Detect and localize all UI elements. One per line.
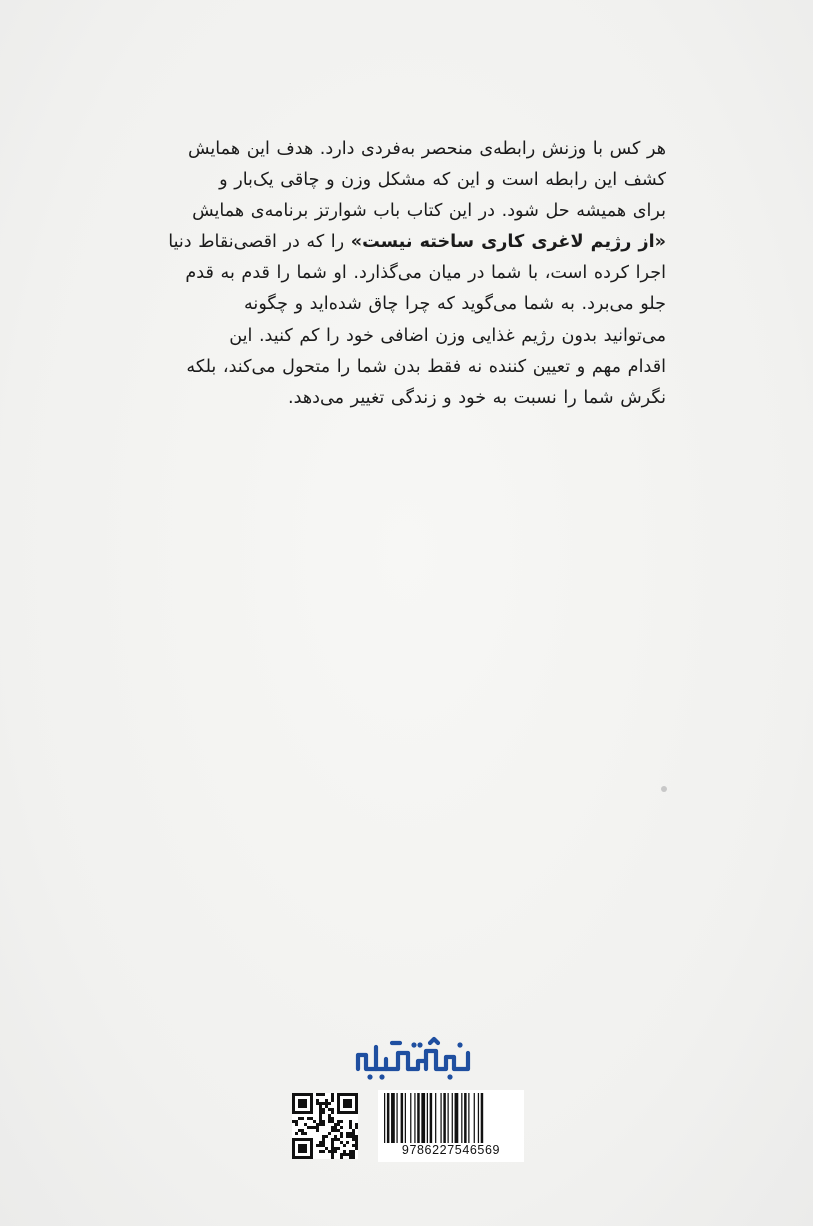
paper-speck [661,786,667,792]
publisher-calligraphy-logo-icon [352,1031,476,1083]
description-line-4-rest: را که در اقصی‌نقاط دنیا [168,232,345,253]
program-title: «از رژیم لاغری کاری ساخته نیست» [350,232,666,253]
description-line-9: نگرش شما را نسبت به خود و زندگی تغییر می‌دهد. [288,387,666,408]
qr-code-icon [292,1093,358,1159]
isbn-barcode-icon [378,1090,524,1162]
description-line-1: هر کس با وزنش رابطه‌ی منحصر به‌فردی دارد. هدف این همایش [187,139,666,159]
description-text [158,134,666,414]
description-line-4 [158,227,666,258]
description-line-6: جلو می‌برد. به شما می‌گوید که چرا چاق شده‌اید و چگونه [243,294,666,315]
publisher-logo [352,1031,476,1083]
description-line-7: می‌توانید بدون رژیم غذایی وزن اضافی خود را کم کنید. این [229,325,666,346]
description-line-2: کشف این رابطه است و این که مشکل وزن و چاقی یک‌بار و [219,170,666,191]
isbn-number: 9786227546569 [401,1143,501,1157]
description-line-3: برای همیشه حل شود. در این کتاب باب شوارتز برنامه‌ی همایش [192,201,666,222]
description-line-8: اقدام مهم و تعیین کننده نه فقط بدن شما را متحول می‌کند، بلکه [186,356,666,377]
description-line-5: اجرا کرده است، با شما در میان می‌گذارد. او شما را قدم به قدم [185,263,666,284]
